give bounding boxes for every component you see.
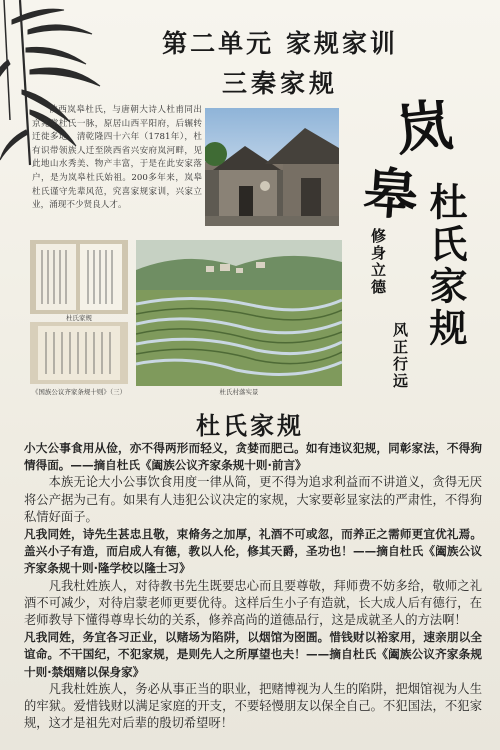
- rule-explanation-1: 本族无论大小公事饮食用度一律从简，更不得为追求利益而不讲道义，贪得无厌将公产据为己有。如果有人违犯公议决定的家规，大家要彰显家法的严肃性，不得狗私情好面子。: [24, 475, 482, 524]
- motto-upright-conduct: 风正行远: [391, 322, 409, 390]
- calligraphy-char-2: 皋: [361, 160, 420, 228]
- section-title: 杜氏家规: [196, 411, 304, 440]
- rule-quote-3: 凡我同姓，务宜各习正业，以赌场为陷阱，以烟馆为囹圄。惜钱财以裕家用，速亲朋以全谊命。不干国纪，不犯家规，是则先人之所厚望也夫！——摘自杜氏《阖族公议齐家条规十则·禁烟赌以保身家》: [24, 630, 482, 679]
- rules-body: [24, 440, 482, 732]
- intro-text: 陕西岚皋杜氏，与唐朝大诗人杜甫同出京兆堂杜氏一脉，原居山西平阳府，后辗转迁徙多地。清乾隆四十六年（1781年），杜有识带领族人迁至陕西省兴安府岚河畔，见此地山水秀美、物产丰富，于是在此安家落户，是为岚皋杜氏始祖。200多年来，岚皋杜氏谨守先辈风范，究喜家规家训，兴家立业，涌现不少贤良人才。: [32, 105, 202, 211]
- family-rules-page-photo: [30, 322, 128, 384]
- motto-cultivate-virtue: 修身立德: [369, 228, 387, 296]
- calligraphy-family-rules: 杜氏家规: [423, 182, 468, 350]
- rule-explanation-3: 凡我杜姓族人，务必从事正当的职业，把赌博视为人生的陷阱，把烟馆视为人生的牢狱。爱惜钱财以满足家庭的开支，不要轻慢朋友以保全自己。不犯国法，不犯家规，这才是祖先对后辈的殷切希望呀！: [24, 681, 482, 731]
- rule-quote-1: 小大公事食用从俭，亦不得两形而轻义，贪婪而肥己。如有违议犯规，同彰家法，不得狗情得面。——摘自杜氏《阖族公议齐家条规十则·前言》: [24, 441, 482, 473]
- page-subtitle: 三秦家规: [221, 69, 338, 98]
- rule-quote-2: 凡我同姓，诗先生甚忠且敬，束脩务之加厚，礼酒不可或忽，而养正之需师更宜优礼焉。盖兴小子有造，而启成人有德，教以人伦，修其天爵，圣功也！——摘自杜氏《阖族公议齐家条规十则·隆学校以隆士习》: [24, 527, 482, 576]
- field-caption: 杜氏村落实景: [219, 388, 259, 396]
- rule-explanation-2: 凡我杜姓族人，对待教书先生既要忠心而且要尊敬，拜师费不妨多给，敬师之礼酒不可减少，对待启蒙老师更要优待。这样后生小子有造就，长大成人后有德行，在老师教导下懂得尊卑长幼的关系，修养高尚的道德品行，这是成就圣人的方法啊！: [24, 578, 482, 628]
- ancestral-house-photo: [205, 108, 339, 226]
- book1-caption: 杜氏家规: [66, 314, 92, 322]
- page-title: 第二单元 家规家训: [162, 29, 398, 58]
- book2-caption: 《国族公议齐家条规十则》（三）: [31, 388, 127, 396]
- calligraphy-char-1: 岚: [393, 92, 456, 164]
- village-terraces-photo: [136, 240, 342, 386]
- family-rules-book-photo: [30, 240, 128, 314]
